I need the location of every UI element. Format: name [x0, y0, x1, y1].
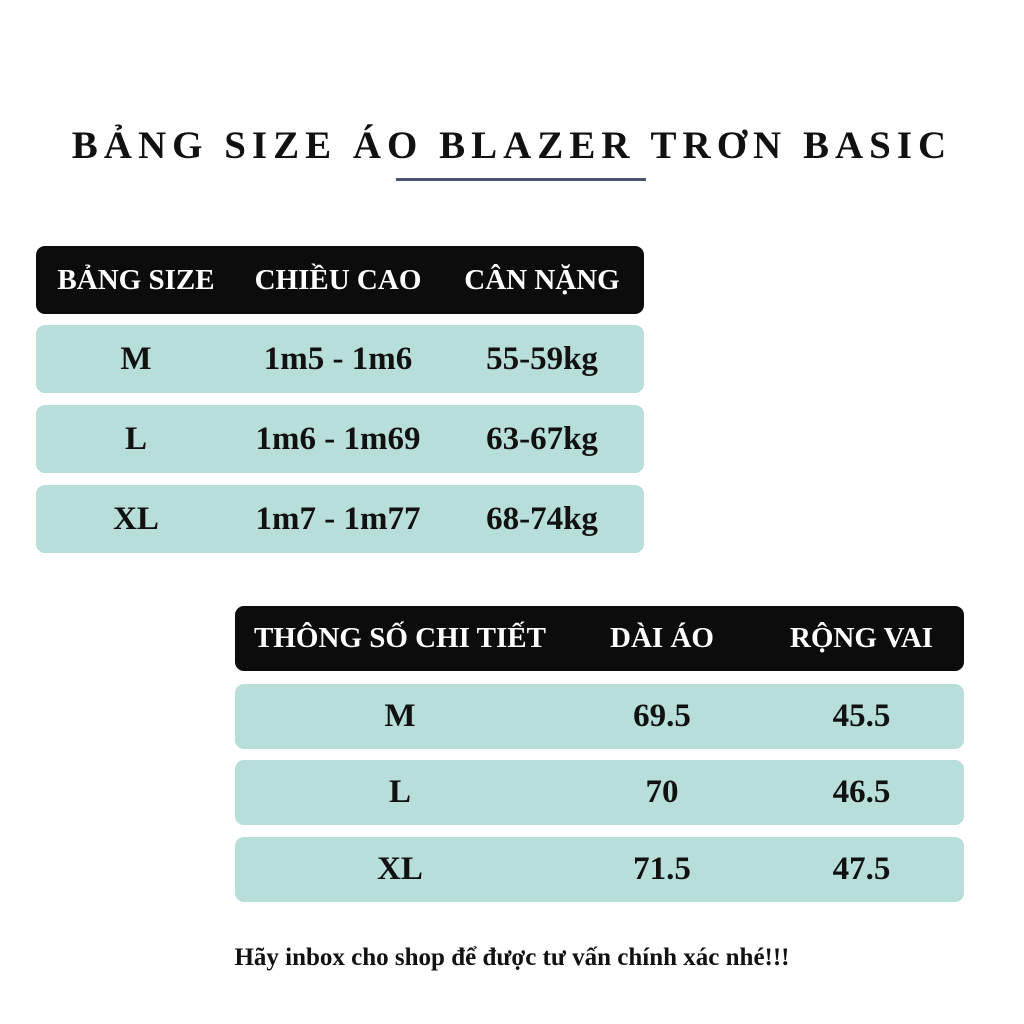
size-cell: L — [124, 420, 147, 457]
table-row — [36, 325, 644, 393]
height-cell: 1m6 - 1m69 — [255, 420, 421, 457]
page-title: BẢNG SIZE ÁO BLAZER TRƠN BASIC — [71, 124, 953, 167]
title-underline — [396, 178, 646, 181]
table-row — [235, 837, 964, 902]
header-cell-shoulder: RỘNG VAI — [789, 622, 934, 654]
weight-cell: 55-59kg — [486, 340, 598, 377]
header-cell-length: DÀI ÁO — [610, 622, 714, 654]
detail-table-header — [235, 606, 964, 671]
table-row — [36, 485, 644, 553]
height-cell: 1m5 - 1m6 — [263, 340, 413, 377]
shoulder-cell: 46.5 — [832, 774, 891, 810]
shoulder-cell: 47.5 — [832, 851, 891, 887]
header-cell-height: CHIỀU CAO — [254, 263, 422, 296]
size-cell: XL — [377, 851, 423, 887]
length-cell: 70 — [645, 774, 679, 810]
header-cell-size: BẢNG SIZE — [57, 263, 215, 296]
footer-note: Hãy inbox cho shop để được tư vấn chính xác nhé!!! — [234, 944, 790, 971]
weight-cell: 63-67kg — [486, 420, 598, 457]
table-row — [235, 684, 964, 749]
table-row — [235, 760, 964, 825]
size-table-header — [36, 246, 644, 314]
header-cell-weight: CÂN NẶNG — [464, 263, 620, 296]
length-cell: 71.5 — [633, 851, 691, 887]
size-cell: M — [384, 698, 416, 734]
weight-cell: 68-74kg — [486, 500, 598, 537]
length-cell: 69.5 — [633, 698, 691, 734]
header-cell-detail: THÔNG SỐ CHI TIẾT — [254, 622, 546, 654]
shoulder-cell: 45.5 — [832, 698, 891, 734]
height-cell: 1m7 - 1m77 — [255, 500, 421, 537]
size-cell: L — [388, 774, 411, 810]
table-row — [36, 405, 644, 473]
size-cell: XL — [113, 500, 159, 537]
size-cell: M — [120, 340, 152, 377]
